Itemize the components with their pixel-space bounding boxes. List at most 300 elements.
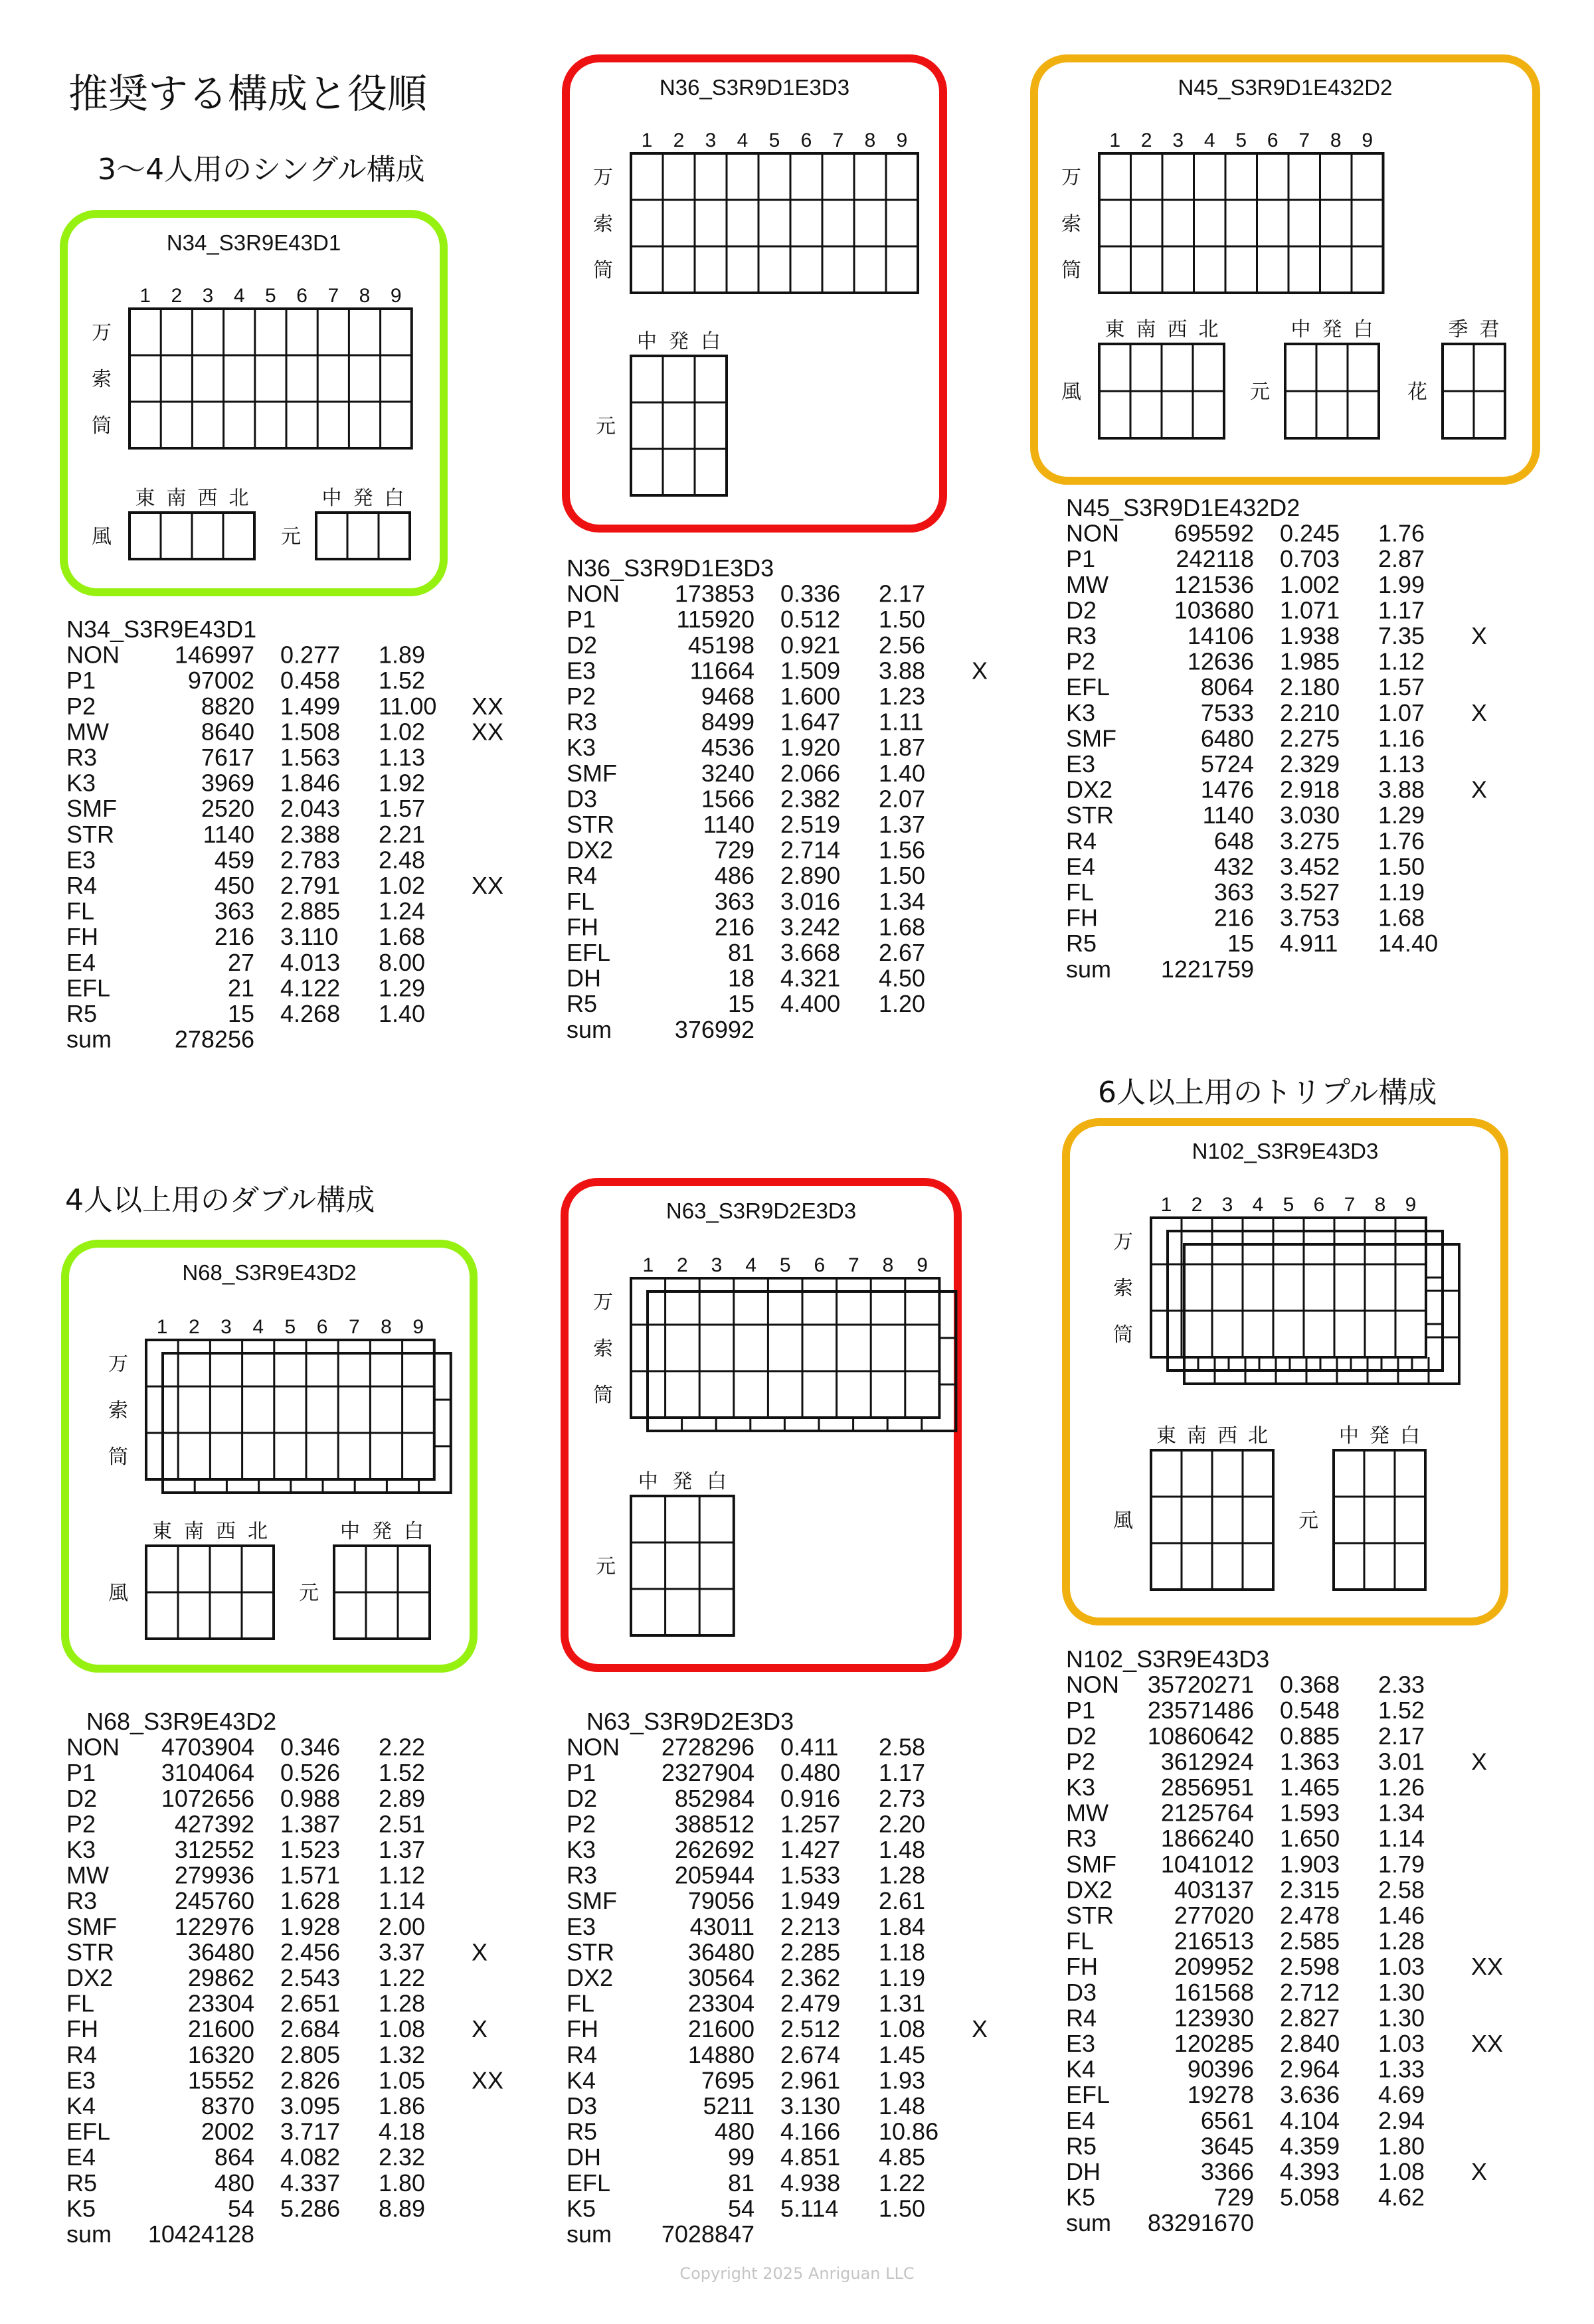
config-card: [64, 214, 444, 592]
table-row: [66, 641, 425, 669]
suit-label: 筒: [92, 414, 112, 438]
table-row: [567, 2041, 925, 2068]
hand-ratio: 1.40: [879, 759, 926, 787]
column-number: 5: [779, 1254, 791, 1276]
hand-score: 4.166: [780, 2117, 841, 2145]
column-number: 7: [1344, 1194, 1356, 1216]
hand-name: R5: [1066, 930, 1097, 957]
table-row: [567, 785, 925, 812]
column-number: 4: [745, 1254, 756, 1276]
column-number: 1: [641, 129, 653, 151]
hand-ratio: 1.16: [1378, 724, 1425, 752]
hand-ratio: 1.57: [379, 795, 426, 823]
hand-ratio: 7.35: [1378, 622, 1425, 649]
table-row: [1066, 2158, 1487, 2185]
hand-name: DX2: [567, 836, 614, 864]
hand-ratio: 1.28: [879, 1861, 926, 1889]
table-row: [66, 974, 425, 1001]
suit-grid: [130, 309, 412, 448]
table-row: [1066, 878, 1425, 906]
wind-grid: [1151, 1450, 1273, 1590]
warning-mark: X: [472, 2015, 488, 2043]
hand-count: 480: [214, 2169, 254, 2197]
hand-score: 2.805: [280, 2040, 341, 2068]
wind-label: 西: [197, 487, 218, 510]
sum-value: 83291670: [1147, 2209, 1254, 2237]
hand-score: 4.337: [280, 2169, 341, 2197]
card-title: N63_S3R9D2E3D3: [665, 1199, 857, 1223]
hand-count: 54: [727, 2195, 754, 2222]
dragon-label: 白: [701, 330, 721, 353]
hand-ratio: 1.46: [1378, 1902, 1425, 1929]
hand-score: 2.885: [280, 897, 341, 925]
wind-label: 東: [1156, 1424, 1176, 1448]
hand-ratio: 2.32: [379, 2143, 426, 2171]
hand-name: DX2: [567, 1964, 614, 1991]
hand-score: 0.988: [280, 1784, 341, 1812]
hand-name: K3: [1066, 1774, 1096, 1801]
hand-count: 1072656: [161, 1784, 254, 1812]
hand-score: 2.674: [780, 2040, 841, 2068]
hand-ratio: 1.14: [1378, 1825, 1425, 1853]
hand-name: D2: [66, 1784, 98, 1812]
suit-label: 索: [92, 368, 112, 391]
hand-score: 4.104: [1280, 2106, 1340, 2134]
hand-count: 205944: [674, 1861, 754, 1889]
hand-count: 115920: [676, 606, 754, 633]
table-row: [567, 1785, 925, 1812]
hand-count: 648: [1213, 827, 1254, 855]
table-title: N63_S3R9D2E3D3: [586, 1708, 794, 1735]
hand-score: 2.275: [1280, 724, 1340, 752]
hand-ratio: 4.18: [379, 2117, 426, 2145]
column-number: 4: [233, 285, 245, 307]
table-row: [1066, 622, 1487, 649]
hand-count: 21600: [687, 2015, 754, 2043]
hand-count: 3645: [1200, 2132, 1254, 2160]
flower-grid: [1443, 344, 1505, 438]
table-row: [66, 1810, 425, 1837]
hand-name: NON: [66, 641, 120, 669]
hand-count: 403137: [1174, 1876, 1254, 1904]
hand-count: 23304: [687, 1989, 754, 2017]
table-row: [567, 1862, 925, 1889]
hand-score: 1.628: [280, 1887, 341, 1915]
hand-score: 0.458: [280, 667, 341, 695]
table-row: [567, 837, 925, 864]
sum-value: 1221759: [1160, 955, 1254, 983]
table-title: N34_S3R9E43D1: [66, 616, 257, 643]
hand-score: 1.928: [280, 1912, 341, 1940]
hand-ratio: 2.51: [379, 1810, 426, 1838]
table-row: [1066, 545, 1425, 572]
card-title: N34_S3R9E43D1: [166, 230, 341, 255]
hand-name: STR: [1066, 801, 1114, 829]
card-title: N102_S3R9E43D3: [1192, 1139, 1379, 1163]
hand-name: P1: [1066, 1697, 1096, 1724]
wind-grid: [1099, 344, 1224, 438]
dragon-grid: [1334, 1450, 1425, 1590]
wind-label: 東: [1105, 318, 1125, 341]
hand-name: P1: [567, 1759, 596, 1787]
table-row: [66, 2118, 425, 2145]
table-row: [66, 667, 425, 694]
hand-name: MW: [1066, 570, 1108, 598]
hand-score: 4.851: [780, 2143, 841, 2171]
hand-ratio: 1.37: [879, 811, 926, 838]
wind-label: 西: [216, 1520, 236, 1543]
hand-count: 3104064: [161, 1759, 254, 1787]
table-row: [567, 2195, 925, 2222]
sum-label: sum: [1066, 2209, 1112, 2237]
hand-count: 90396: [1187, 2055, 1254, 2083]
sum-label: sum: [1066, 955, 1112, 983]
table-row: [1066, 673, 1425, 701]
hand-count: 4536: [701, 734, 754, 762]
hand-count: 242118: [1176, 545, 1254, 573]
hand-score: 2.543: [280, 1964, 341, 1991]
hand-name: SMF: [66, 1912, 117, 1940]
hand-count: 363: [714, 887, 754, 915]
hand-score: 2.180: [1280, 673, 1340, 701]
hand-name: K3: [66, 1836, 96, 1863]
table-row: [1066, 571, 1425, 598]
hand-ratio: 2.87: [1378, 545, 1425, 573]
table-row: [66, 2143, 425, 2171]
table-row: [567, 1990, 925, 2017]
flower-row-label: 花: [1407, 380, 1427, 404]
hand-score: 0.548: [1280, 1697, 1340, 1724]
hand-ratio: 2.58: [1378, 1876, 1425, 1904]
hand-ratio: 1.92: [379, 769, 426, 797]
table-row: [66, 2015, 487, 2042]
table-row: [1066, 724, 1425, 752]
table-row: [567, 913, 925, 940]
hand-ratio: 1.50: [879, 2195, 926, 2222]
hand-score: 1.427: [780, 1836, 841, 1863]
hand-count: 279936: [174, 1861, 254, 1889]
hand-ratio: 3.01: [1378, 1748, 1425, 1776]
hand-name: D3: [567, 785, 598, 813]
hand-name: FL: [66, 1989, 95, 2017]
sum-value: 376992: [674, 1015, 754, 1043]
warning-mark: XX: [1471, 2030, 1504, 2057]
hand-count: 3969: [201, 769, 254, 797]
hand-score: 3.030: [1280, 801, 1340, 829]
column-number: 8: [1374, 1194, 1386, 1216]
hand-name: E3: [66, 2066, 96, 2094]
hand-ratio: 2.17: [879, 580, 926, 608]
hand-name: FL: [1066, 878, 1095, 906]
hand-count: 81: [727, 939, 754, 966]
hand-name: NON: [567, 580, 620, 608]
table-row: [1066, 827, 1425, 855]
hand-name: P1: [1066, 545, 1096, 573]
card-border: [565, 1182, 958, 1668]
table-row: [1066, 1774, 1425, 1801]
hand-name: EFL: [567, 939, 611, 966]
column-number: 6: [1267, 129, 1279, 151]
hand-score: 3.636: [1280, 2081, 1340, 2109]
table-title: N102_S3R9E43D3: [1066, 1645, 1270, 1673]
hand-score: 2.791: [280, 872, 341, 899]
table-row: [1066, 930, 1438, 957]
hand-count: 262692: [674, 1836, 754, 1863]
hand-ratio: 1.50: [879, 862, 926, 890]
column-number: 1: [156, 1316, 168, 1338]
hand-score: 2.519: [780, 811, 841, 838]
hand-count: 36480: [687, 1938, 754, 1966]
hand-count: 7695: [701, 2066, 754, 2094]
dragon-label: 白: [707, 1470, 727, 1493]
hand-count: 1566: [701, 785, 754, 813]
hand-name: FL: [567, 1989, 595, 2017]
hand-name: FH: [1066, 904, 1098, 932]
hand-name: EFL: [66, 974, 111, 1002]
hand-score: 0.885: [1280, 1722, 1340, 1750]
suit-label: 万: [593, 166, 613, 189]
table-row: [567, 1938, 925, 1965]
hand-count: 7617: [201, 744, 254, 771]
hand-count: 864: [214, 2143, 254, 2171]
hand-count: 432: [1213, 853, 1254, 880]
table-row: [1066, 801, 1425, 829]
dragon-label: 発: [1370, 1424, 1389, 1448]
table-row: [567, 1964, 925, 1991]
hand-score: 0.245: [1280, 519, 1340, 547]
hand-count: 2327904: [661, 1759, 754, 1787]
suit-label: 筒: [1061, 259, 1081, 282]
section-heading-single: 3〜4人用のシングル構成: [98, 153, 425, 187]
hand-name: DX2: [66, 1964, 114, 1991]
dragon-label: 発: [669, 330, 689, 353]
copyright-footer: Copyright 2025 Anriguan LLC: [679, 2264, 915, 2283]
hand-count: 1866240: [1160, 1825, 1254, 1853]
hand-name: K4: [567, 2066, 596, 2094]
hand-count: 29862: [187, 1964, 254, 1991]
hand-ratio: 1.50: [879, 606, 926, 633]
hand-score: 1.465: [1280, 1774, 1340, 1801]
table-row: [567, 2143, 925, 2171]
wind-label: 南: [184, 1520, 204, 1543]
hand-score: 3.452: [1280, 853, 1340, 880]
hand-name: SMF: [567, 759, 617, 787]
hand-ratio: 1.03: [1378, 1953, 1425, 1981]
hand-ratio: 1.23: [879, 683, 926, 710]
hand-count: 11664: [689, 657, 754, 685]
hand-name: P2: [567, 683, 596, 710]
hand-count: 2125764: [1160, 1799, 1254, 1827]
hand-name: D2: [567, 1784, 598, 1812]
dragon-label: 中: [638, 1470, 658, 1493]
hand-name: FH: [66, 2015, 98, 2043]
hand-score: 1.523: [280, 1836, 341, 1863]
warning-mark: XX: [472, 692, 504, 720]
hand-count: 122976: [174, 1912, 254, 1940]
hand-score: 2.479: [780, 1989, 841, 2017]
hand-count: 1476: [1200, 776, 1254, 803]
hand-count: 99: [727, 2143, 754, 2171]
hand-score: 1.949: [780, 1887, 841, 1915]
table-row: [66, 1990, 425, 2017]
hand-name: R4: [1066, 827, 1097, 855]
dragon-row-label: 元: [281, 525, 301, 548]
hand-count: 216: [1213, 904, 1254, 932]
hand-score: 1.903: [1280, 1850, 1340, 1878]
dragon-grid: [1285, 344, 1379, 438]
hand-ratio: 2.61: [879, 1887, 926, 1915]
column-number: 8: [359, 285, 371, 307]
hand-score: 4.911: [1280, 930, 1338, 957]
table-row: [66, 923, 425, 950]
warning-mark: X: [1471, 776, 1488, 803]
hand-name: E4: [66, 2143, 96, 2171]
config-card: [566, 58, 943, 529]
hand-count: 54: [227, 2195, 254, 2222]
hand-count: 14880: [687, 2040, 754, 2068]
hand-ratio: 1.79: [1378, 1850, 1425, 1878]
hand-score: 0.526: [280, 1759, 341, 1787]
hand-name: R3: [567, 708, 598, 736]
hand-score: 2.456: [280, 1938, 341, 1966]
hand-ratio: 1.18: [879, 1938, 926, 1966]
hand-count: 4703904: [161, 1733, 254, 1761]
hand-score: 1.650: [1280, 1825, 1340, 1853]
hand-score: 3.242: [780, 913, 841, 941]
suit-label: 万: [1113, 1230, 1133, 1254]
hand-score: 1.257: [780, 1810, 841, 1838]
hand-name: STR: [1066, 1902, 1114, 1929]
column-number: 8: [1330, 129, 1342, 151]
hand-ratio: 1.12: [1378, 647, 1425, 675]
suit-grid: [146, 1340, 434, 1479]
column-number: 1: [1160, 1194, 1172, 1216]
wind-row-label: 風: [1113, 1509, 1133, 1533]
hand-count: 27: [227, 948, 254, 976]
column-number: 6: [800, 129, 812, 151]
hand-name: K4: [1066, 2055, 1096, 2083]
hand-ratio: 2.00: [379, 1912, 426, 1940]
hand-name: NON: [1066, 519, 1119, 547]
table-row: [66, 770, 425, 797]
hand-ratio: 4.85: [879, 2143, 926, 2171]
hand-ratio: 1.76: [1378, 519, 1425, 547]
hand-count: 8640: [201, 718, 254, 746]
dragon-row-label: 元: [1250, 380, 1270, 404]
section-heading-triple: 6人以上用のトリプル構成: [1098, 1076, 1437, 1110]
hand-score: 4.393: [1280, 2158, 1340, 2185]
table-row: [567, 965, 925, 992]
column-number: 2: [188, 1316, 200, 1338]
hand-name: K5: [567, 2195, 596, 2222]
hand-ratio: 4.62: [1378, 2183, 1425, 2211]
hand-name: R3: [66, 744, 98, 771]
hand-name: P2: [66, 692, 96, 720]
hand-ratio: 1.34: [1378, 1799, 1425, 1827]
hand-score: 2.285: [780, 1938, 841, 1966]
table-row: [66, 1964, 425, 1991]
hand-count: 1041012: [1160, 1850, 1254, 1878]
table-title: N68_S3R9E43D2: [86, 1708, 277, 1735]
table-row: [1066, 1697, 1425, 1724]
column-number: 3: [705, 129, 717, 151]
column-number: 9: [917, 1254, 928, 1276]
hand-score: 1.387: [280, 1810, 341, 1838]
column-number: 1: [139, 285, 151, 307]
hand-count: 21: [227, 974, 254, 1002]
hand-ratio: 2.58: [879, 1733, 926, 1761]
column-number: 9: [412, 1316, 424, 1338]
hand-ratio: 1.22: [379, 1964, 426, 1991]
hand-ratio: 1.89: [379, 641, 426, 669]
table-row: [567, 657, 988, 684]
hand-score: 1.533: [780, 1861, 841, 1889]
hand-name: FH: [1066, 1953, 1098, 1981]
dragon-label: 中: [321, 487, 342, 510]
table-row: [1066, 2184, 1425, 2211]
column-number: 4: [252, 1316, 264, 1338]
table-row: [567, 708, 923, 736]
table-row: [1066, 1851, 1425, 1878]
hand-name: EFL: [66, 2117, 111, 2145]
hand-ratio: 1.68: [1378, 904, 1425, 932]
hand-count: 216: [214, 923, 254, 951]
hand-score: 2.964: [1280, 2055, 1340, 2083]
table-row: [66, 1836, 425, 1863]
hand-ratio: 2.67: [879, 939, 926, 966]
table-row: [1066, 520, 1425, 547]
hand-count: 36480: [187, 1938, 254, 1966]
hand-score: 5.286: [280, 2195, 341, 2222]
hand-name: D2: [567, 631, 598, 659]
dragon-label: 白: [1353, 318, 1373, 341]
hand-ratio: 1.08: [879, 2015, 926, 2043]
hand-name: R3: [1066, 622, 1097, 649]
hand-count: 30564: [687, 1964, 754, 1991]
hand-score: 4.082: [280, 2143, 341, 2171]
hand-ratio: 2.89: [379, 1784, 426, 1812]
hand-name: E3: [567, 1912, 596, 1940]
hand-score: 3.527: [1280, 878, 1340, 906]
wind-label: 南: [166, 487, 187, 510]
dragon-row-label: 元: [596, 1555, 616, 1578]
hand-name: K3: [567, 734, 596, 762]
table-row: [567, 1836, 925, 1863]
warning-mark: XX: [472, 718, 504, 746]
hand-count: 121536: [1174, 570, 1254, 598]
column-number: 2: [1191, 1194, 1203, 1216]
hand-score: 2.512: [780, 2015, 841, 2043]
hand-ratio: 1.29: [1378, 801, 1425, 829]
suit-grid: [1151, 1218, 1426, 1357]
table-row: [1066, 1748, 1487, 1775]
hand-score: 4.013: [280, 948, 341, 976]
column-number: 3: [1221, 1194, 1233, 1216]
hand-name: R5: [567, 2117, 598, 2145]
hand-name: D3: [567, 2092, 598, 2119]
hand-score: 4.938: [780, 2169, 841, 2197]
column-number: 5: [1235, 129, 1247, 151]
hand-score: 2.478: [1280, 1902, 1340, 1929]
column-number: 6: [296, 285, 308, 307]
hand-ratio: 1.29: [379, 974, 426, 1002]
hand-score: 1.071: [1280, 596, 1340, 624]
hand-name: STR: [567, 811, 614, 838]
hand-count: 79056: [687, 1887, 754, 1915]
hand-score: 2.585: [1280, 1927, 1340, 1955]
hand-name: R5: [1066, 2132, 1097, 2160]
wind-grid: [130, 513, 254, 559]
